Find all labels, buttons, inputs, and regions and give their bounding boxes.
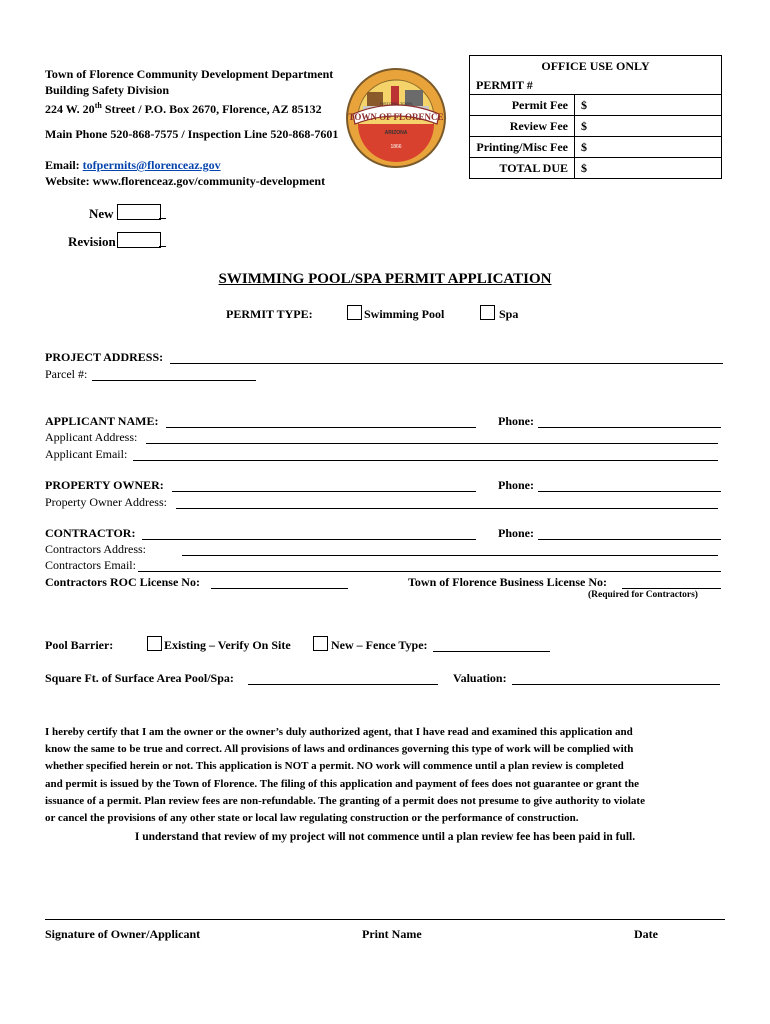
applicant-email-label: Applicant Email: <box>45 447 128 461</box>
applicant-email-field[interactable] <box>133 446 718 461</box>
mailing-address <box>45 98 333 117</box>
existing-barrier-label: Existing – Verify On Site <box>164 638 291 652</box>
contractor-label: CONTRACTOR: <box>45 526 136 540</box>
cert-line: whether specified herein or not. This application is NOT a permit. NO work will commence until a plan review is completed <box>45 760 624 773</box>
roc-license-label: Contractors ROC License No: <box>45 575 200 589</box>
misc-fee-label: Printing/Misc Fee <box>470 137 575 158</box>
contractor-field[interactable] <box>142 525 476 540</box>
revision-underline <box>159 246 166 247</box>
applicant-phone-field[interactable] <box>538 413 721 428</box>
email-label: Email: <box>45 158 83 172</box>
fence-type-field[interactable] <box>433 637 550 652</box>
business-license-label: Town of Florence Business License No: <box>408 575 608 589</box>
contractor-email-label: Contractors Email: <box>45 558 136 572</box>
total-due-value: $ <box>575 158 722 179</box>
permit-number-label: PERMIT # <box>470 76 722 95</box>
applicant-address-label: Applicant Address: <box>45 430 138 444</box>
new-label: New <box>89 206 114 221</box>
website-line: Website: www.florenceaz.gov/community-development <box>45 174 326 188</box>
review-fee-value: $ <box>575 116 722 137</box>
project-address-field[interactable] <box>170 349 723 364</box>
owner-phone-field[interactable] <box>538 477 721 492</box>
form-title: SWIMMING POOL/SPA PERMIT APPLICATION <box>218 271 552 287</box>
department-header <box>45 66 333 117</box>
surface-area-label: Square Ft. of Surface Area Pool/Spa: <box>45 671 234 685</box>
misc-fee-value: $ <box>575 137 722 158</box>
owner-phone-label: Phone: <box>498 478 534 492</box>
total-due-label: TOTAL DUE <box>470 158 575 179</box>
required-note: (Required for Contractors) <box>588 590 698 600</box>
contractor-phone-field[interactable] <box>538 525 721 540</box>
parcel-label: Parcel #: <box>45 367 88 381</box>
seal-year: 1866 <box>390 144 402 150</box>
applicant-name-field[interactable] <box>166 413 476 428</box>
existing-barrier-checkbox[interactable] <box>147 636 162 651</box>
contractor-phone-label: Phone: <box>498 526 534 540</box>
new-fence-label: New – Fence Type: <box>331 638 428 652</box>
certification-text <box>45 724 735 827</box>
cert-line: I hereby certify that I am the owner or the owner’s duly authorized agent, that I have read and examined this application and <box>45 726 633 738</box>
applicant-name-label: APPLICANT NAME: <box>45 414 159 428</box>
property-owner-label: PROPERTY OWNER: <box>45 478 164 492</box>
permit-type-label: PERMIT TYPE: <box>226 307 313 321</box>
office-use-table <box>469 55 722 179</box>
contact-block <box>45 157 325 189</box>
cert-line: know the same to be true and correct. All provisions of laws and ordinances governing this type of work will be complied with <box>45 743 634 756</box>
spa-checkbox[interactable] <box>480 305 495 320</box>
surface-area-field[interactable] <box>248 670 438 685</box>
email-link[interactable]: tofpermits@florenceaz.gov <box>82 158 221 172</box>
business-license-field[interactable] <box>622 574 721 589</box>
property-owner-field[interactable] <box>172 477 476 492</box>
address-part-2: Street / P.O. Box 2670, Florence, AZ 85132 <box>101 102 322 116</box>
pool-barrier-label: Pool Barrier: <box>45 638 114 652</box>
swimming-pool-checkbox[interactable] <box>347 305 362 320</box>
valuation-field[interactable] <box>512 670 720 685</box>
seal-state: ARIZONA <box>384 130 408 136</box>
cert-line: issuance of a permit. Plan review fees are non-refundable. The granting of a permit does not presume to give authority to violate <box>45 794 645 807</box>
understand-statement: I understand that review of my project will not commence until a plan review fee has been paid in full. <box>134 831 636 843</box>
seal-small-top: HISTORIC TOWN <box>379 101 413 106</box>
revision-checkbox[interactable] <box>117 232 161 248</box>
owner-address-label: Property Owner Address: <box>45 495 167 509</box>
review-fee-label: Review Fee <box>470 116 575 137</box>
new-checkbox[interactable] <box>117 204 161 220</box>
roc-license-field[interactable] <box>211 574 348 589</box>
division-name: Building Safety Division <box>45 83 170 97</box>
parcel-field[interactable] <box>92 366 256 381</box>
applicant-phone-label: Phone: <box>498 414 534 428</box>
swimming-pool-option-label: Swimming Pool <box>364 307 445 321</box>
new-fence-checkbox[interactable] <box>313 636 328 651</box>
phone-line: Main Phone 520-868-7575 / Inspection Line 520-868-7601 <box>45 127 339 141</box>
contractor-email-field[interactable] <box>138 557 721 572</box>
new-underline <box>159 218 166 219</box>
permit-fee-value: $ <box>575 95 722 116</box>
email-line <box>45 157 325 173</box>
dept-name: Town of Florence Community Development Department <box>45 67 334 81</box>
print-name-label: Print Name <box>362 927 422 941</box>
contractor-address-label: Contractors Address: <box>45 542 146 556</box>
cert-line: or cancel the provisions of any other state or local law regulating construction or the performance of construction. <box>45 812 579 825</box>
date-label: Date <box>634 927 658 941</box>
owner-address-field[interactable] <box>176 494 718 509</box>
office-use-title: OFFICE USE ONLY <box>470 56 722 77</box>
signature-line[interactable] <box>45 919 725 920</box>
valuation-label: Valuation: <box>453 671 507 685</box>
town-seal-logo <box>345 66 447 170</box>
revision-label: Revision <box>68 234 116 249</box>
applicant-address-field[interactable] <box>146 429 718 444</box>
seal-banner: TOWN OF FLORENCE <box>348 112 444 122</box>
project-address-label: PROJECT ADDRESS: <box>45 350 164 364</box>
address-sup: th <box>94 101 102 110</box>
permit-fee-label: Permit Fee <box>470 95 575 116</box>
spa-option-label: Spa <box>499 307 519 321</box>
address-part: 224 W. 20 <box>45 102 95 116</box>
contractor-address-field[interactable] <box>182 541 718 556</box>
cert-line: and permit is issued by the Town of Florence. The filing of this application and payment of fees does not guarantee or grant the <box>45 777 640 790</box>
signature-label: Signature of Owner/Applicant <box>45 927 201 941</box>
